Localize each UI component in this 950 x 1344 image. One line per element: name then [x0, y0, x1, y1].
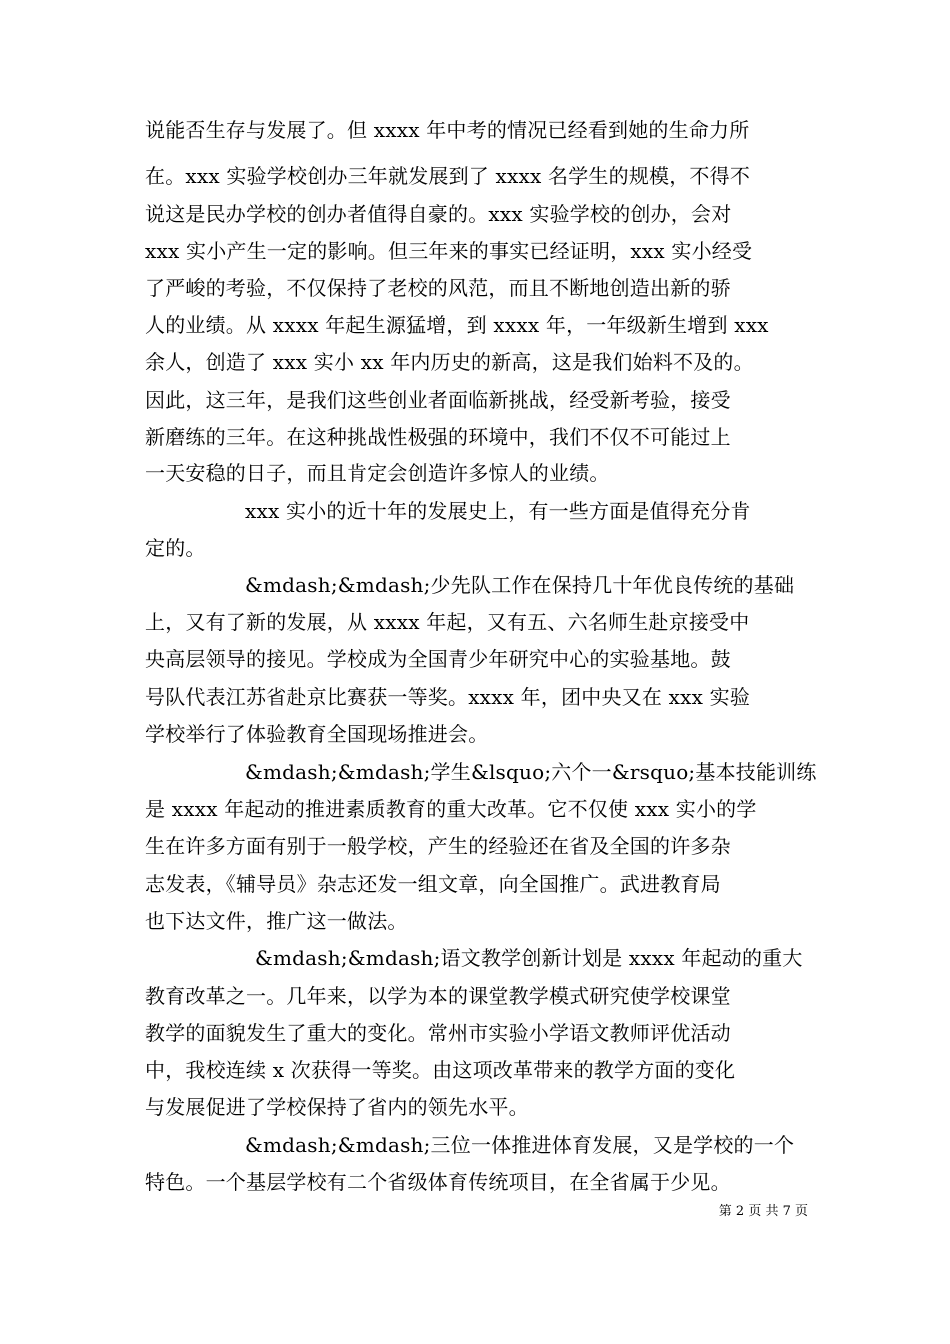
text-line: 上，又有了新的发展，从 xxxx 年起，又有五、六名师生赴京接受中 — [145, 610, 750, 634]
text-line: 说能否生存与发展了。但 xxxx 年中考的情况已经看到她的生命力所 — [145, 118, 750, 142]
text-line: 也下达文件，推广这一做法。 — [145, 909, 408, 933]
text-line: 与发展促进了学校保持了省内的领先水平。 — [145, 1095, 529, 1119]
text-line: &mdash;&mdash;语文教学创新计划是 xxxx 年起动的重大 — [255, 946, 803, 970]
text-line: 因此，这三年，是我们这些创业者面临新挑战，经受新考验，接受 — [145, 388, 731, 412]
text-line: &mdash;&mdash;学生&lsquo;六个一&rsquo;基本技能训练 — [245, 760, 817, 784]
text-line: xxx 实小产生一定的影响。但三年来的事实已经证明，xxx 实小经受 — [145, 239, 753, 263]
text-line: 是 xxxx 年起动的推进素质教育的重大改革。它不仅使 xxx 实小的学 — [145, 797, 757, 821]
text-line: 余人，创造了 xxx 实小 xx 年内历史的新高，这是我们始料不及的。 — [145, 350, 754, 374]
text-line: xxx 实小的近十年的发展史上，有一些方面是值得充分肯 — [245, 499, 751, 523]
text-line: 教育改革之一。几年来，以学为本的课堂教学模式研究使学校课堂 — [145, 984, 731, 1008]
text-line: 央高层领导的接见。学校成为全国青少年研究中心的实验基地。鼓 — [145, 647, 731, 671]
text-line: 志发表，《辅导员》杂志还发一组文章，向全国推广。武进教育局 — [145, 872, 721, 896]
text-line: &mdash;&mdash;少先队工作在保持几十年优良传统的基础 — [245, 573, 795, 597]
text-line: 学校举行了体验教育全国现场推进会。 — [145, 722, 489, 746]
text-line: 号队代表江苏省赴京比赛获一等奖。xxxx 年，团中央又在 xxx 实验 — [145, 685, 751, 709]
text-line: 了严峻的考验，不仅保持了老校的风范，而且不断地创造出新的骄 — [145, 276, 731, 300]
text-line: 人的业绩。从 xxxx 年起生源猛增，到 xxxx 年，一年级新生增到 xxx — [145, 313, 769, 337]
text-line: 说这是民办学校的创办者值得自豪的。xxx 实验学校的创办，会对 — [145, 202, 732, 226]
page-number-footer: 第 2 页 共 7 页 — [718, 1204, 808, 1219]
text-line: 教学的面貌发生了重大的变化。常州市实验小学语文教师评优活动 — [145, 1021, 731, 1045]
text-line: 在。xxx 实验学校创办三年就发展到了 xxxx 名学生的规模，不得不 — [145, 164, 751, 188]
text-line: 特色。一个基层学校有二个省级体育传统项目，在全省属于少见。 — [145, 1170, 731, 1194]
text-line: 定的。 — [145, 536, 206, 560]
text-line: &mdash;&mdash;三位一体推进体育发展，又是学校的一个 — [245, 1133, 795, 1157]
text-line: 中，我校连续 x 次获得一等奖。由这项改革带来的教学方面的变化 — [145, 1058, 736, 1082]
text-line: 一天安稳的日子，而且肯定会创造许多惊人的业绩。 — [145, 461, 610, 485]
text-line: 生在许多方面有别于一般学校，产生的经验还在省及全国的许多杂 — [145, 834, 731, 858]
text-line: 新磨练的三年。在这种挑战性极强的环境中，我们不仅不可能过上 — [145, 425, 731, 449]
